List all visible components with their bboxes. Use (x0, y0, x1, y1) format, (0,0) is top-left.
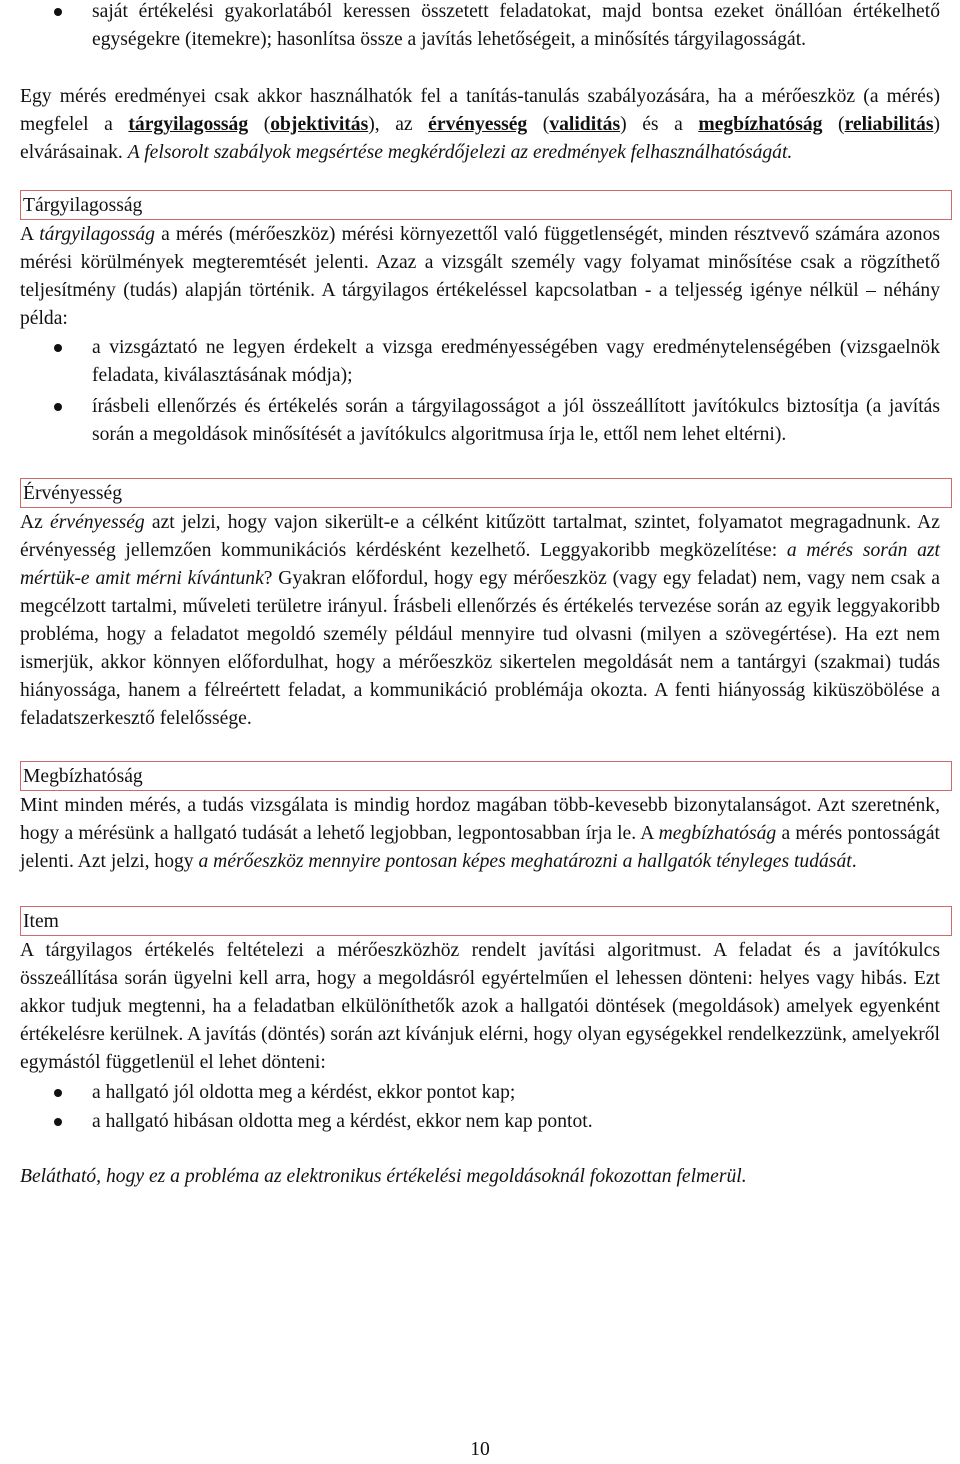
item-bullet-list (20, 1079, 940, 1136)
list-item: a hallgató hibásan oldotta meg a kérdést, ekkor nem kap pontot. (20, 1108, 940, 1136)
section-heading-objectivity: Tárgyilagosság (20, 190, 952, 220)
intro-paragraph: Egy mérés eredményei csak akkor használhatók fel a tanítás-tanulás szabályozására, ha a mérőeszköz (a mérés) megfelel a tárgyilagosság (objektivitás), az érvényesség (validitás) és a megbízhatóság (reliabilitás) elvárásainak. A felsorolt szabályok megsértése megkérdőjelezi az eredmények felhasználhatóságát. (20, 86, 940, 163)
section-heading-item: Item (20, 906, 952, 936)
bullet-icon (54, 8, 62, 16)
term-validity-latin: validitás (549, 114, 621, 135)
list-item: a hallgató jól oldotta meg a kérdést, ekkor pontot kap; (20, 1079, 940, 1107)
reliability-paragraph: Mint minden mérés, a tudás vizsgálata is mindig hordoz magában több-kevesebb bizonytalanságot. Azt szeretnénk, hogy a mérésünk a hallgató tudását a lehető legjobban, legpontosabban írja le. A megbízhatóság a mérés pontosságát jelenti. Azt jelzi, hogy a mérőeszköz mennyire pontosan képes meghatározni a hallgatók tényleges tudását. (20, 795, 940, 872)
bullet-icon (54, 1089, 62, 1097)
document-page (20, 0, 940, 1191)
objectivity-paragraph: A tárgyilagosság a mérés (mérőeszköz) mérési környezettől való függetlenségét, minden résztvevő számára azonos mérési körülmények megteremtését jelenti. Azaz a vizsgált személy vagy folyamat minősítése csak a rögzíthető teljesítmény (tudás) alapján történik. A tárgyilagos értékeléssel kapcsolatban - a teljesség igénye nélkül – néhány példa: (20, 224, 940, 329)
item-paragraph: A tárgyilagos értékelés feltételezi a mérőeszközhöz rendelt javítási algoritmust. A feladat és a javítókulcs összeállítása során ügyelni kell arra, hogy a megoldásról egyértelműen el lehessen dönteni: helyes vagy hibás. Ezt akkor tudjuk megtenni, ha a feladatban elkülöníthetők azok a hallgatói döntések (megoldások) amelyek egyenként értékelésre kerülnek. A javítás (döntés) során azt kívánjuk elérni, hogy olyan egységekkel rendelkezzünk, amelyekről egymástól függetlenül el lehet dönteni: (20, 940, 940, 1073)
bullet-icon (54, 344, 62, 352)
term-objectivity: tárgyilagosság (128, 114, 249, 135)
term-validity: érvényesség (428, 114, 528, 135)
validity-paragraph: Az érvényesség azt jelzi, hogy vajon sikerült-e a célként kitűzött tartalmat, szintet, folyamatot megragadnunk. Az érvényesség jellemzően kommunikációs kérdésként kezelhető. Leggyakoribb megközelítése: a mérés során azt mértük-e amit mérni kívántunk? Gyakran előfordul, hogy egy mérőeszköz (vagy egy feladat) nem, vagy nem csak a megcélzott tartalmi, műveleti területre irányul. Írásbeli ellenőrzés és értékelés tervezése során az egyik leggyakoribb probléma, hogy a feladatot megoldó személy például mennyire tud olvasni (milyen a szövegértése). Ha ezt nem ismerjük, akkor könnyen előfordulhat, hogy a mérőeszköz sikertelen megoldását nem a tantárgyi (szakmai) tudás hiányossága, hanem a félreértett feladat, a kommunikáció problémája okozta. A fenti hiányosság kiküszöbölése a feladatszerkesztő felelőssége. (20, 512, 941, 729)
list-item: a vizsgáztató ne legyen érdekelt a vizsga eredményességében vagy eredménytelenségében (vizsgaelnök feladata, kiválasztásának módja); (20, 334, 940, 390)
bullet-icon (54, 1118, 62, 1126)
list-item: saját értékelési gyakorlatából keressen összetett feladatokat, majd bontsa ezeket önállóan értékelhető egységekre (itemekre); hasonlítsa össze a javítás lehetőségeit, a minősítés tárgyilagosságát. (20, 0, 940, 54)
objectivity-bullet-list (20, 334, 940, 449)
list-item: írásbeli ellenőrzés és értékelés során a tárgyilagosságot a jól összeállított javítókulcs biztosítja (a javítás során a megoldások minősítését a javítókulcs algoritmusa írja le, ettől nem lehet eltérni). (20, 393, 940, 449)
page-number: 10 (470, 1439, 490, 1460)
section-heading-validity: Érvényesség (20, 478, 952, 508)
term-objectivity-latin: objektivitás (270, 114, 369, 135)
bullet-icon (54, 403, 62, 411)
intro-bullet-list (20, 0, 940, 54)
section-heading-reliability: Megbízhatóság (20, 761, 952, 791)
closing-remark: Belátható, hogy ez a probléma az elektronikus értékelési megoldásoknál fokozottan felmerül. (20, 1166, 747, 1187)
term-reliability: megbízhatóság (698, 114, 823, 135)
term-reliability-latin: reliabilitás (844, 114, 934, 135)
